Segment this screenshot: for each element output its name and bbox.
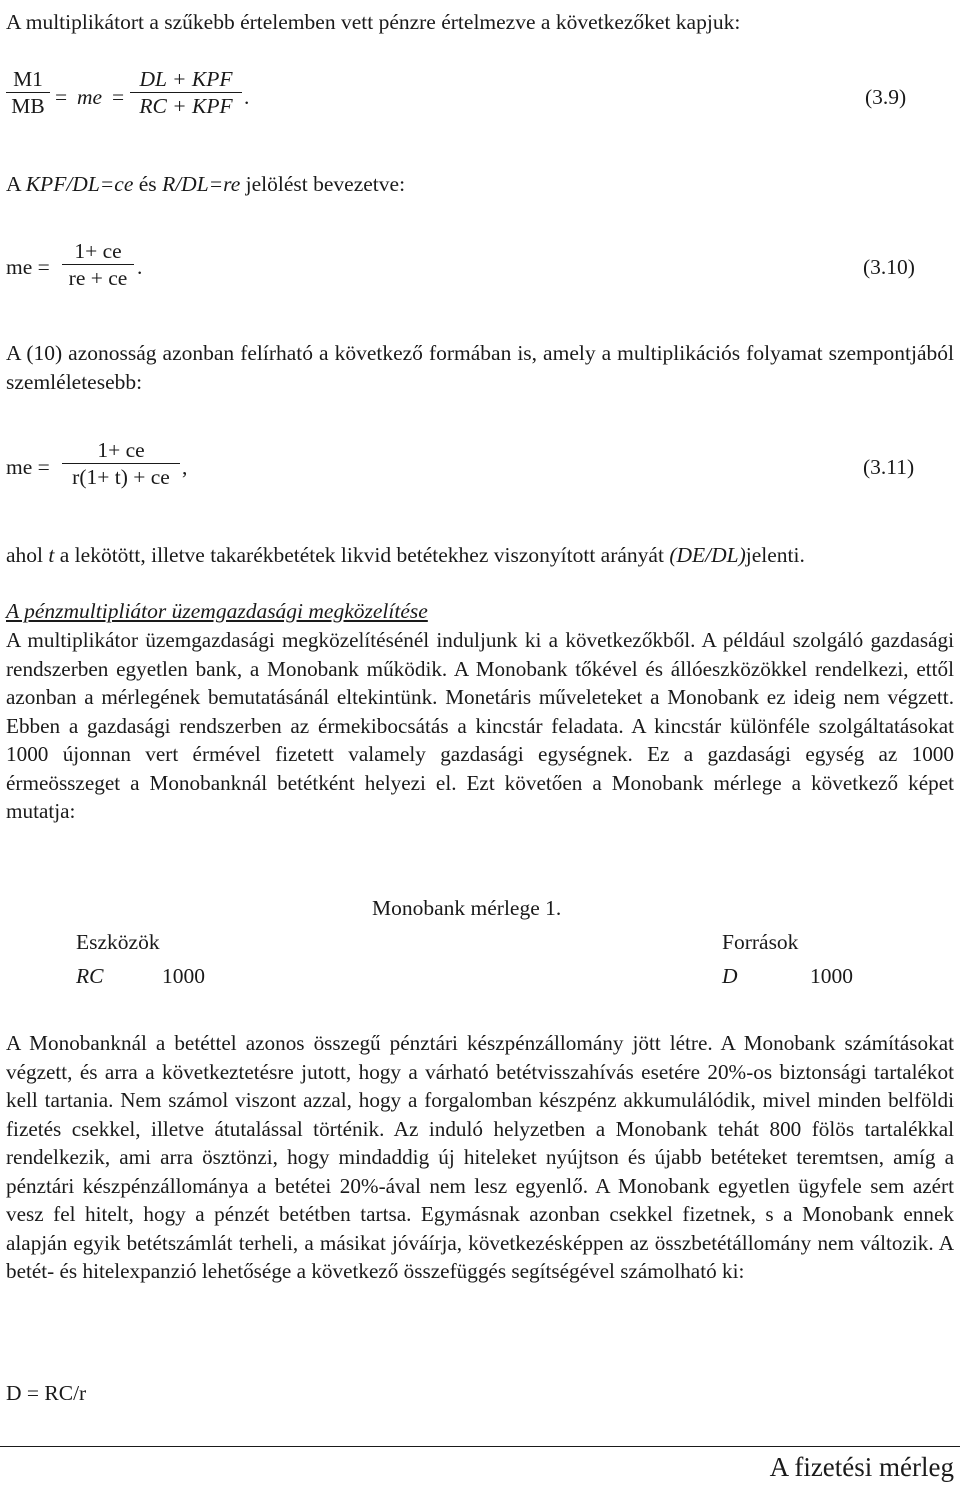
footer-divider [0, 1446, 960, 1447]
paragraph-monobank: A multiplikátor üzemgazdasági megközelítésénél induljunk ki a következőkből. A például szolgáló gazdasági rendszerben egyetlen bank, a Monobank működik. A Monobank tőkével és állóeszközökkel rendelkezi, ettől azonban a mérlegének bemutatásánál eltekintünk. Monetáris műveleteket a Monobank ez ideig nem végzett. Ebben a gazdasági rendszerben az érmekibocsátás a kincstár feladata. A kincstár különféle szolgáltatásokat 1000 újonnan vert érmével fizetett valamely gazdasági egységnek. Ez a gazdasági egység az 1000 érmeösszeget a Monobanknál betétként helyezi el. Ezt követően a Monobank mérlege a következő képet mutatja: [6, 628, 954, 823]
eq310-numerator: 1+ ce [74, 239, 122, 263]
intro-text: A multiplikátort a szűkebb értelemben vett pénzre értelmezve a következőket kapjuk: [6, 10, 741, 34]
eq39-dot: . [244, 85, 250, 109]
paragraph-identity: A (10) azonosság azonban felírható a következő formában is, amely a multiplikációs folyamat szempontjából szemléletesebb: [6, 341, 954, 394]
eq39-lhs-numerator: M1 [13, 67, 43, 91]
eq311-denominator: r(1+ t) + ce [72, 465, 170, 489]
paragraph-reserve: A Monobanknál a betéttel azonos összegű pénztári készpénzállomány jött létre. A Monobank számításokat végzett, és arra a következtetésre jutott, hogy a várható betétvisszahívás esetére 20%-os biztonsági tartalékot kell tartania. Nem számol viszont azzal, hogy a forgalomban készpénz akkumulálódik, mivel minden belföldi fizetés csekkel, illetve átutalással történik. Az induló helyzetben a Monobank tehát 800 fölös tartalékkal rendelkezik, ami arra ösztönzi, hogy mindaddig új hiteleket nyújtson és újabb betéteket teremtsen, amíg a pénztári készpénzállománya a betétei 20%-ával nem lesz egyenlő. A Monobank egyetlen ügyfele sem azért vesz fel hitelt, hogy a pénzét betétben tartsa. Egymásnak azonban csekkel fizetnek, s a Monobank ennek alapján egyik betétszámlát terheli, a másikat jóváírja, következésképpen az összbetétállomány nem változik. A betét- és hitelexpanzió lehetősége a következő összefüggés segítségével számolható ki: [6, 1031, 954, 1283]
eq39-equals-2: = [112, 85, 125, 109]
eq39-rhs-denominator: RC + KPF [139, 94, 233, 118]
definition-text [6, 541, 805, 569]
notation-part-2: és [133, 172, 163, 196]
liabilities-header: Források [722, 930, 799, 954]
eq39-number: (3.9) [865, 85, 907, 109]
notation-text [6, 170, 405, 198]
section-heading: A pénzmultipliátor üzemgazdasági megközelítése [6, 599, 428, 623]
notation-part-3: jelölést bevezetve: [240, 172, 406, 196]
definition-dedl: (DE/DL) [669, 543, 746, 567]
notation-kpf: KPF/DL=ce [25, 172, 134, 196]
asset-label: RC [76, 964, 104, 988]
eq39-lhs-fraction [6, 66, 50, 119]
definition-part-3: jelenti. [745, 543, 805, 567]
eq39-rhs-fraction [130, 66, 242, 119]
eq39-lhs-denominator: MB [11, 94, 45, 118]
eq311-fraction [62, 437, 180, 490]
eq311-comma: , [182, 455, 188, 479]
eq310-fraction [62, 238, 134, 291]
eq311-lhs: me = [6, 455, 50, 479]
definition-part-2: a lekötött, illetve takarékbetétek likvid betétekhez viszonyított arányát [54, 543, 670, 567]
footer-title: A fizetési mérleg [769, 1452, 954, 1482]
eq310-dot: . [137, 255, 143, 279]
assets-header: Eszközök [76, 930, 160, 954]
eq39-me: me [77, 85, 103, 109]
balance-title: Monobank mérlege 1. [372, 896, 562, 920]
eq311-numerator: 1+ ce [97, 438, 145, 462]
eq311-number: (3.11) [863, 455, 915, 479]
definition-t: t [48, 543, 55, 567]
liability-label: D [722, 964, 738, 988]
liability-value: 1000 [810, 964, 853, 988]
asset-value: 1000 [162, 964, 205, 988]
eq310-lhs: me = [6, 255, 50, 279]
definition-part-1: ahol [6, 543, 49, 567]
eq39-rhs-numerator: DL + KPF [139, 67, 233, 91]
eq39-equals-1: = [55, 85, 68, 109]
eq310-denominator: re + ce [68, 266, 128, 290]
notation-part-1: A [6, 172, 26, 196]
notation-rdl: R/DL=re [162, 172, 241, 196]
eq310-number: (3.10) [863, 255, 915, 279]
final-formula: D = RC/r [6, 1381, 87, 1405]
